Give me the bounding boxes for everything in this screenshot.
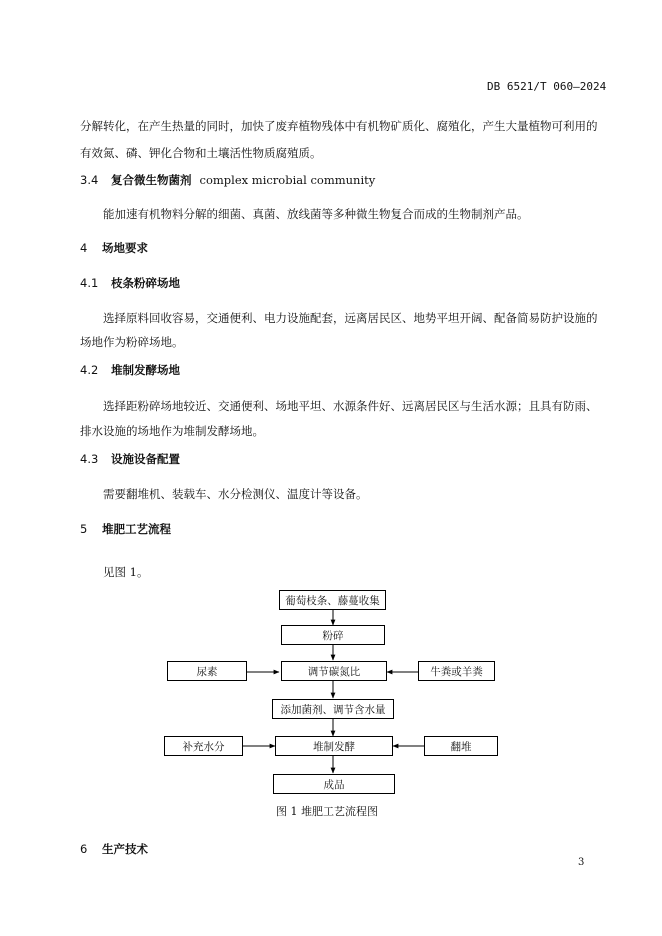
paragraph-line: 见图 1。 <box>103 565 149 579</box>
flow-step-collect: 葡萄枝条、藤蔓收集 <box>279 590 386 610</box>
flow-input-water: 补充水分 <box>164 736 243 756</box>
flow-step-ferment: 堆制发酵 <box>275 736 393 756</box>
flow-input-manure: 牛粪或羊粪 <box>418 661 495 681</box>
paragraph-line: 选择距粉碎场地较近、交通便利、场地平坦、水源条件好、远离居民区与生活水源；且具有防雨、 <box>103 399 598 413</box>
section-number: 4 <box>80 241 88 255</box>
section-title: 设施设备配置 <box>111 452 181 466</box>
section-title: 场地要求 <box>102 241 149 255</box>
section-number: 4.3 <box>80 452 99 466</box>
section-title: 复合微生物菌剂 <box>111 173 192 187</box>
paragraph-line: 分解转化，在产生热量的同时，加快了废弃植物残体中有机物矿质化、腐殖化，产生大量植物可利用的 <box>80 119 598 133</box>
paragraph-line: 场地作为粉碎场地。 <box>80 335 184 349</box>
paragraph-line: 能加速有机物料分解的细菌、真菌、放线菌等多种微生物复合而成的生物制剂产品。 <box>103 207 529 221</box>
section-title: 生产技术 <box>102 842 149 856</box>
section-number: 3.4 <box>80 173 99 187</box>
flow-input-turning: 翻堆 <box>424 736 498 756</box>
paragraph-line: 需要翻堆机、装载车、水分检测仪、温度计等设备。 <box>103 487 368 501</box>
flow-input-urea: 尿素 <box>167 661 247 681</box>
section-number: 5 <box>80 522 88 536</box>
flow-step-product: 成品 <box>273 774 395 794</box>
paragraph-line: 排水设施的场地作为堆制发酵场地。 <box>80 424 264 438</box>
section-number: 6 <box>80 842 88 856</box>
document-code: DB 6521/T 060—2024 <box>487 80 607 93</box>
section-title: 堆肥工艺流程 <box>102 522 172 536</box>
section-number: 4.1 <box>80 276 99 290</box>
section-title-english: complex microbial community <box>199 173 376 187</box>
flow-step-add-agent: 添加菌剂、调节含水量 <box>272 699 394 719</box>
flow-step-cn-ratio: 调节碳氮比 <box>281 661 387 681</box>
page-number: 3 <box>578 857 585 868</box>
section-heading-6 <box>80 841 148 857</box>
figure-caption: 图 1 堆肥工艺流程图 <box>276 805 378 818</box>
section-number: 4.2 <box>80 363 99 377</box>
paragraph-line: 选择原料回收容易，交通便利、电力设施配套，远离居民区、地势平坦开阔、配备简易防护设施的 <box>103 311 598 325</box>
section-title: 堆制发酵场地 <box>111 363 181 377</box>
paragraph-line: 有效氮、磷、钾化合物和土壤活性物质腐殖质。 <box>80 146 322 160</box>
section-title: 枝条粉碎场地 <box>111 276 181 290</box>
flow-step-crush: 粉碎 <box>281 625 385 645</box>
